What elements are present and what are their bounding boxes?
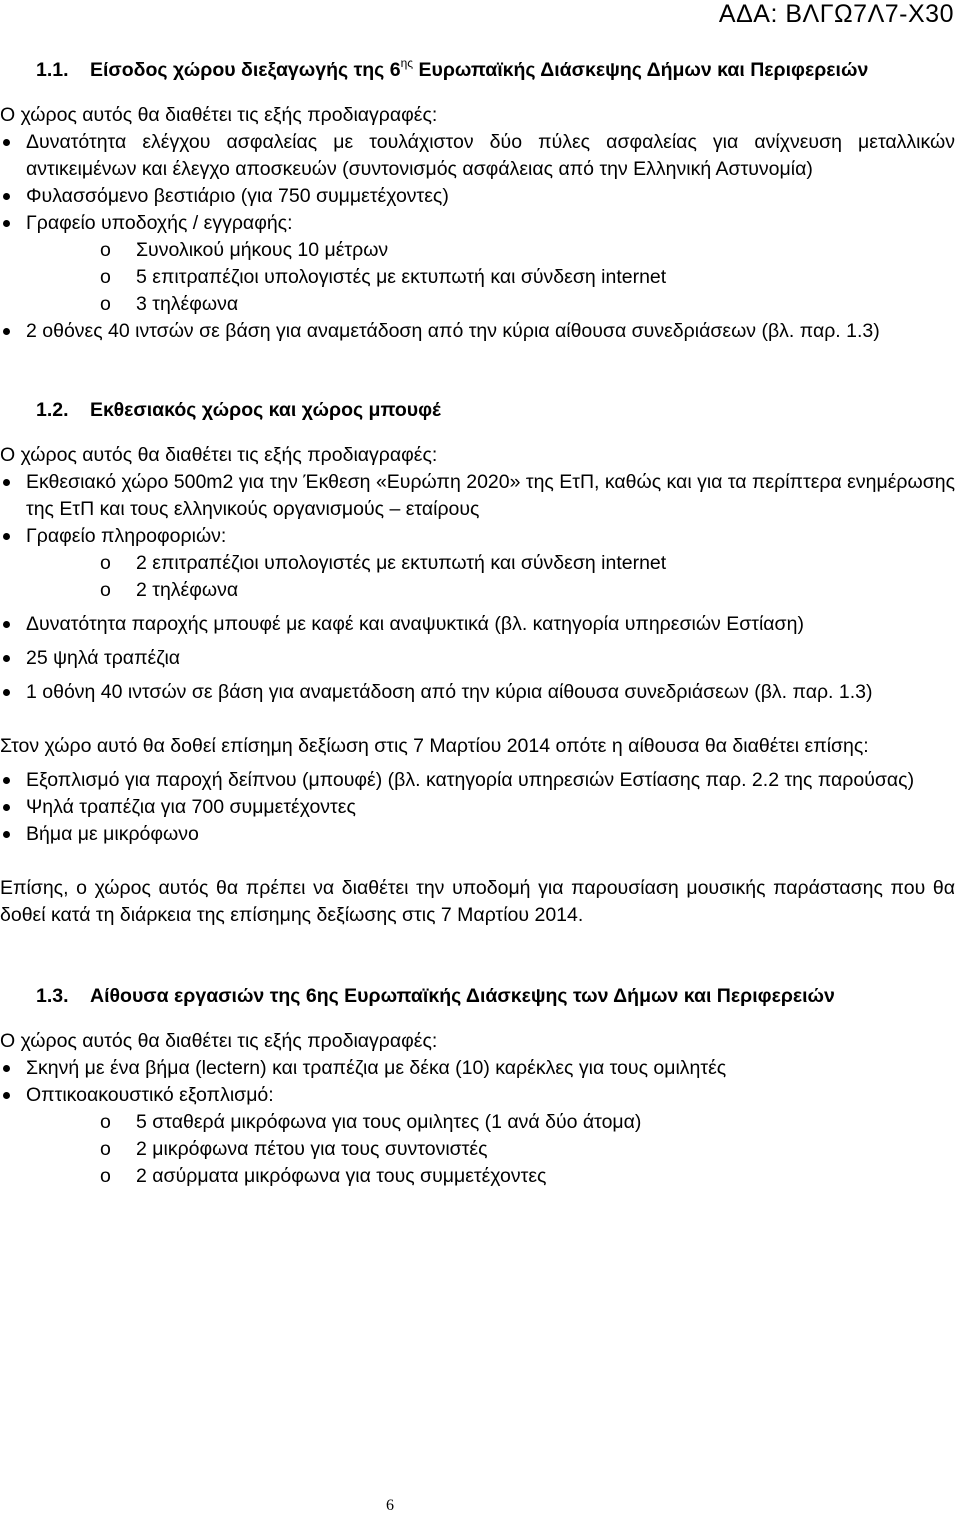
sub-list-item: o 2 ασύρματα μικρόφωνα για τους συμμετέχοντες bbox=[0, 1163, 955, 1190]
list-item: 2 οθόνες 40 ιντσών σε βάση για αναμετάδοση από την κύρια αίθουσα συνεδριάσεων (βλ. παρ. 1.3) bbox=[0, 318, 955, 345]
sub-list-item: o Συνολικού μήκους 10 μέτρων bbox=[0, 237, 955, 264]
paragraph: Στον χώρο αυτό θα δοθεί επίσημη δεξίωση στις 7 Μαρτίου 2014 οπότε η αίθουσα θα διαθέτει επίσης: bbox=[0, 735, 869, 757]
section-1-1-heading bbox=[0, 57, 955, 84]
section-title: Εκθεσιακός χώρος και χώρος μπουφέ bbox=[90, 399, 441, 421]
bullet-list bbox=[0, 767, 955, 848]
section-intro: Ο χώρος αυτός θα διαθέτει τις εξής προδιαγραφές: bbox=[0, 104, 438, 126]
bullet-list bbox=[0, 611, 955, 706]
section-intro: Ο χώρος αυτός θα διαθέτει τις εξής προδιαγραφές: bbox=[0, 1030, 438, 1052]
section-intro: Ο χώρος αυτός θα διαθέτει τις εξής προδιαγραφές: bbox=[0, 444, 438, 466]
sub-list-item: o 2 επιτραπέζιοι υπολογιστές με εκτυπωτή και σύνδεση internet bbox=[0, 550, 955, 577]
section-number: 1.1. bbox=[36, 59, 69, 81]
page-number: 6 bbox=[386, 1497, 394, 1514]
list-item: Ψηλά τραπέζια για 700 συμμετέχοντες bbox=[0, 794, 955, 821]
section-title: Είσοδος χώρου διεξαγωγής της $6^{\eta\varsigma}$ Ευρωπαϊκής Διάσκεψης Δήμων και Περιφερειών bbox=[90, 56, 869, 81]
list-item: Εξοπλισμό για παροχή δείπνου (μπουφέ) (βλ. κατηγορία υπηρεσιών Εστίασης παρ. 2.2 της παρούσας) bbox=[0, 767, 955, 794]
list-item: Οπτικοακουστικό εξοπλισμό: bbox=[0, 1082, 955, 1109]
list-item: Γραφείο υποδοχής / εγγραφής: bbox=[0, 210, 955, 237]
sub-list-item: o 2 μικρόφωνα πέτου για τους συντονιστές bbox=[0, 1136, 955, 1163]
sub-list-item: o 5 σταθερά μικρόφωνα για τους ομιλητες (1 ανά δύο άτομα) bbox=[0, 1109, 955, 1136]
section-title: Αίθουσα εργασιών της 6ης Ευρωπαϊκής Διάσκεψης των Δήμων και Περιφερειών bbox=[90, 985, 835, 1007]
list-item: Δυνατότητα παροχής μπουφέ με καφέ και αναψυκτικά (βλ. κατηγορία υπηρεσιών Εστίαση) bbox=[0, 611, 955, 638]
list-item: Φυλασσόμενο βεστιάριο (για 750 συμμετέχοντες) bbox=[0, 183, 955, 210]
list-item: 1 οθόνη 40 ιντσών σε βάση για αναμετάδοση από την κύρια αίθουσα συνεδριάσεων (βλ. παρ. 1.3) bbox=[0, 679, 955, 706]
section-number: 1.3. bbox=[36, 985, 69, 1007]
document-body bbox=[0, 57, 955, 1190]
bullet-list bbox=[0, 469, 955, 550]
sub-list bbox=[0, 550, 955, 604]
list-item: Γραφείο πληροφοριών: bbox=[0, 523, 955, 550]
list-item: Βήμα με μικρόφωνο bbox=[0, 821, 955, 848]
sub-list bbox=[0, 1109, 955, 1190]
list-item: Δυνατότητα ελέγχου ασφαλείας με τουλάχιστον δύο πύλες ασφαλείας για ανίχνευση μεταλλικών αντικειμένων και έλεγχο αποσκευών (συντονισμός ασφάλειας από την Ελληνική Αστυνομία) bbox=[0, 129, 955, 183]
document-code: ΑΔΑ: ΒΛΓΩ7Λ7-Χ30 bbox=[718, 0, 954, 28]
section-number: 1.2. bbox=[36, 399, 69, 421]
sub-list-item: o 2 τηλέφωνα bbox=[0, 577, 955, 604]
bullet-list bbox=[0, 129, 955, 237]
bullet-list bbox=[0, 1055, 955, 1109]
sub-list-item: o 5 επιτραπέζιοι υπολογιστές με εκτυπωτή και σύνδεση internet bbox=[0, 264, 955, 291]
section-1-2-heading bbox=[0, 397, 955, 424]
bullet-list bbox=[0, 318, 955, 345]
list-item: Σκηνή με ένα βήμα (lectern) και τραπέζια με δέκα (10) καρέκλες για τους ομιλητές bbox=[0, 1055, 955, 1082]
paragraph: Επίσης, ο χώρος αυτός θα πρέπει να διαθέτει την υποδομή για παρουσίαση μουσικής παράστασης που θα δοθεί κατά τη διάρκεια της επίσημης δεξίωσης στις 7 Μαρτίου 2014. bbox=[0, 877, 955, 926]
sub-list bbox=[0, 237, 955, 318]
sub-list-item: o 3 τηλέφωνα bbox=[0, 291, 955, 318]
list-item: 25 ψηλά τραπέζια bbox=[0, 645, 955, 672]
list-item: Εκθεσιακό χώρο 500m2 για την Έκθεση «Ευρώπη 2020» της ΕτΠ, καθώς και για τα περίπτερα ενημέρωσης της ΕτΠ και τους ελληνικούς οργανισμούς – εταίρους bbox=[0, 469, 955, 523]
section-1-3-heading bbox=[0, 983, 955, 1010]
